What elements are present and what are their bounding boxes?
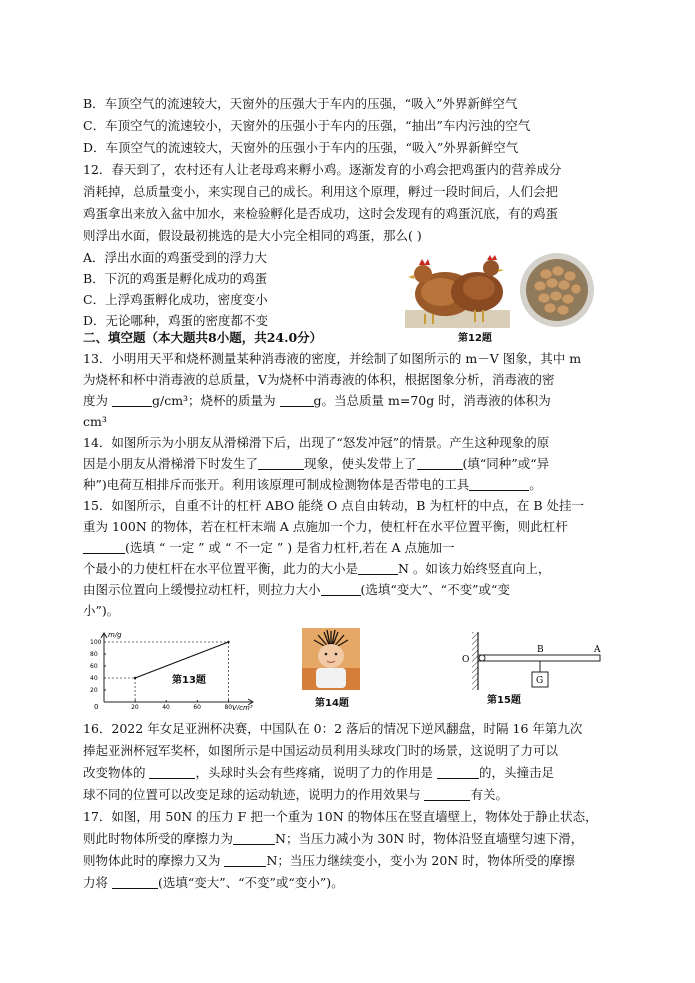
y-tick-label-1: 40 (90, 675, 98, 682)
q15-stem-line5 (83, 580, 510, 600)
q17-text-f: (选填“变大”、“不变”或“变小”)。 (157, 875, 344, 890)
q12-stem-line2: 消耗掉，总质量变小，来实现自己的成长。利用这个原理，孵过一段时间后，人们会把 (83, 184, 559, 199)
label-g: G (536, 676, 544, 686)
q17-text-a: 则此时物体所受的摩擦力为 (83, 831, 234, 846)
q16-text-b: ，头球时头会有些疼痛，说明了力的作用是 (195, 765, 437, 780)
q16-stem-line3 (83, 763, 554, 783)
x-tick-label-0: 20 (131, 704, 139, 710)
lever-bar (478, 655, 600, 661)
q16-text-d: 球不同的位置可以改变足球的运动轨迹，说明力的作用效果与 (83, 787, 425, 802)
q14-figure-caption: 第14题 (315, 698, 349, 709)
q16-effect-factor-blank[interactable] (424, 787, 470, 801)
q15-text-d: 由图示位置向上缓慢拉动杠杆，则拉力大小 (83, 582, 321, 597)
q17-stem-line2 (83, 829, 583, 849)
q14-stem-line2 (83, 454, 549, 474)
x-tick-label-2: 60 (193, 704, 201, 710)
q16-mutual-blank[interactable] (437, 765, 479, 779)
q15-text-c: N 。如该力始终竖直向上， (398, 561, 551, 576)
q17-stem-line1: 17．如图，用 50N 的压力 F 把一个重为 10N 的物体压在竖直墙壁上，物体处于静止状态， (83, 809, 598, 824)
q13-text-b: g/cm³；烧杯的质量为 (151, 393, 280, 408)
q17-text-d: N；当压力继续变小，变小为 20N 时，物体所受的摩擦 (266, 853, 575, 868)
q14-phenomenon-blank[interactable] (258, 456, 304, 470)
q16-text-e: 有关。 (470, 787, 508, 802)
mv-graph (82, 628, 257, 710)
q15-min-force-blank[interactable] (358, 561, 398, 575)
q14-charge-type-blank[interactable] (417, 456, 463, 470)
x-tick-label-3: 80 (224, 704, 233, 710)
q13-text-a: 度为 (83, 393, 112, 408)
q17-text-e: 力将 (83, 875, 112, 890)
data-point-0 (134, 677, 136, 679)
q13-stem-line1: 13．小明用天平和烧杯测量某种消毒液的密度，并绘制了如图所示的 m－V 图象，其中 m (83, 351, 582, 366)
q17-static-friction-blank[interactable] (233, 831, 275, 845)
y-tick-label-4: 100 (90, 639, 102, 646)
q12-option-c: C．上浮鸡蛋孵化成功，密度变小 (83, 292, 268, 307)
q16-text-a: 改变物体的 (83, 765, 150, 780)
q17-stem-line4 (83, 873, 344, 893)
q13-text-c: g。当总质量 m=70g 时，消毒液的体积为 (313, 393, 551, 408)
q16-stem-line2: 捧起亚洲杯冠军奖杯，如图所示是中国运动员利用头球攻门时的场景，这说明了力可以 (83, 743, 559, 758)
q15-figure-caption: 第15题 (487, 695, 521, 706)
q13-stem-line4: cm³ (83, 414, 107, 429)
q13-stem-line2: 为烧杯和杯中消毒液的总质量，V为烧杯中消毒液的体积，根据图象分析，消毒液的密 (83, 372, 555, 387)
q11-option-d: D．车顶空气的流速较大，天窗外的压强小于车内的压强，“吸入”外界新鲜空气 (83, 140, 519, 155)
egg-bowl-illustration (518, 252, 596, 328)
q15-text-e: (选填“变大”、“不变”或“变 (360, 582, 510, 597)
q15-stem-line3 (83, 538, 455, 558)
q12-stem-line1: 12．春天到了，农村还有人让老母鸡来孵小鸡。逐渐发育的小鸡会把鸡蛋内的营养成分 (83, 162, 562, 177)
x-tick-label-1: 40 (162, 704, 170, 710)
q17-stem-line3 (83, 851, 575, 871)
q15-lever-type-blank[interactable] (83, 540, 125, 554)
q16-text-c: 的，头撞击足 (478, 765, 554, 780)
q13-figure-caption: 第13题 (172, 675, 206, 686)
hens-illustration (405, 252, 510, 328)
q15-text-a: (选填 “ 一定 ” 或 “ 不一定 ” ) 是省力杠杆,若在 A 点施加一 (125, 540, 455, 555)
q14-text-d: 种”)电荷互相排斥而张开。利用该原理可制成检测物体是否带电的工具 (83, 477, 470, 492)
q14-text-a: 因是小朋友从滑梯滑下时发生了 (83, 456, 259, 471)
q12-option-a: A．浮出水面的鸡蛋受到的浮力大 (83, 250, 268, 265)
y-tick-label-3: 80 (90, 651, 98, 658)
y-tick-label-0: 20 (90, 687, 98, 694)
y-tick-label-2: 60 (90, 663, 98, 670)
static-hair-child-photo (302, 628, 360, 690)
q14-text-e: 。 (529, 477, 542, 492)
q14-stem-line3 (83, 475, 542, 495)
q15-force-change-blank[interactable] (321, 582, 361, 596)
q13-beaker-mass-blank[interactable] (280, 393, 314, 407)
q12-option-b: B．下沉的鸡蛋是孵化成功的鸡蛋 (83, 271, 268, 286)
q12-stem-line3: 鸡蛋拿出来放入盆中加水，来检验孵化是否成功，这时会发现有的鸡蛋沉底，有的鸡蛋 (83, 206, 559, 221)
wall (472, 632, 478, 690)
q14-stem-line1: 14．如图所示为小朋友从滑梯滑下后，出现了“怒发冲冠”的情景。产生这种现象的原 (83, 435, 550, 450)
q11-option-c: C．车顶空气的流速较小，天窗外的压强小于车内的压强，“抽出”车内污浊的空气 (83, 118, 531, 133)
x-axis-label: V/cm³ (232, 704, 253, 710)
q14-tool-blank[interactable] (469, 477, 529, 491)
q15-text-b: 个最小的力使杠杆在水平位置平衡，此力的大小是 (83, 561, 359, 576)
q17-text-b: N；当压力减小为 30N 时，物体沿竖直墙壁匀速下滑， (275, 831, 584, 846)
data-point-1 (227, 641, 229, 643)
q13-stem-line3 (83, 391, 551, 411)
q11-option-b: B．车顶空气的流速较大，天窗外的压强大于车内的压强，“吸入”外界新鲜空气 (83, 96, 518, 111)
q15-stem-line1: 15．如图所示，自重不计的杠杆 ABO 能绕 O 点自由转动，B 为杠杆的中点，在 B 处挂一 (83, 498, 585, 513)
label-b: B (537, 645, 544, 655)
q17-friction-change-blank[interactable] (112, 875, 158, 889)
q12-stem-line4: 则浮出水面，假设最初挑选的是大小完全相同的鸡蛋，那么( ) (83, 228, 422, 243)
q16-stem-line4 (83, 785, 508, 805)
lever-diagram (458, 630, 604, 692)
section-title: 二、填空题（本大题共8小题，共24.0分） (83, 330, 323, 345)
q16-change-blank[interactable] (149, 765, 195, 779)
q12-figure-caption: 第12题 (458, 333, 492, 344)
label-a: A (594, 645, 601, 655)
q16-stem-line1: 16．2022 年女足亚洲杯决赛，中国队在 0：2 落后的情况下逆风翻盘，时隔 16 年第九次 (83, 721, 583, 736)
q12-option-d: D．无论哪种，鸡蛋的密度都不变 (83, 313, 269, 328)
q14-text-c: (填“同种”或“异 (462, 456, 550, 471)
pivot-o (479, 655, 485, 661)
y-axis-label: m/g (108, 631, 122, 639)
q15-stem-line4 (83, 559, 550, 579)
q13-density-blank[interactable] (112, 393, 152, 407)
q15-stem-line6: 小”)。 (83, 603, 120, 618)
origin-label: 0 (94, 703, 99, 710)
q17-sliding-friction-blank[interactable] (224, 853, 266, 867)
q14-text-b: 现象，使头发带上了 (304, 456, 417, 471)
label-o: O (462, 655, 470, 665)
q15-stem-line2: 重为 100N 的物体，若在杠杆末端 A 点施加一个力，使杠杆在水平位置平衡，则此杠杆 (83, 519, 568, 534)
q17-text-c: 则物体此时的摩擦力又为 (83, 853, 225, 868)
